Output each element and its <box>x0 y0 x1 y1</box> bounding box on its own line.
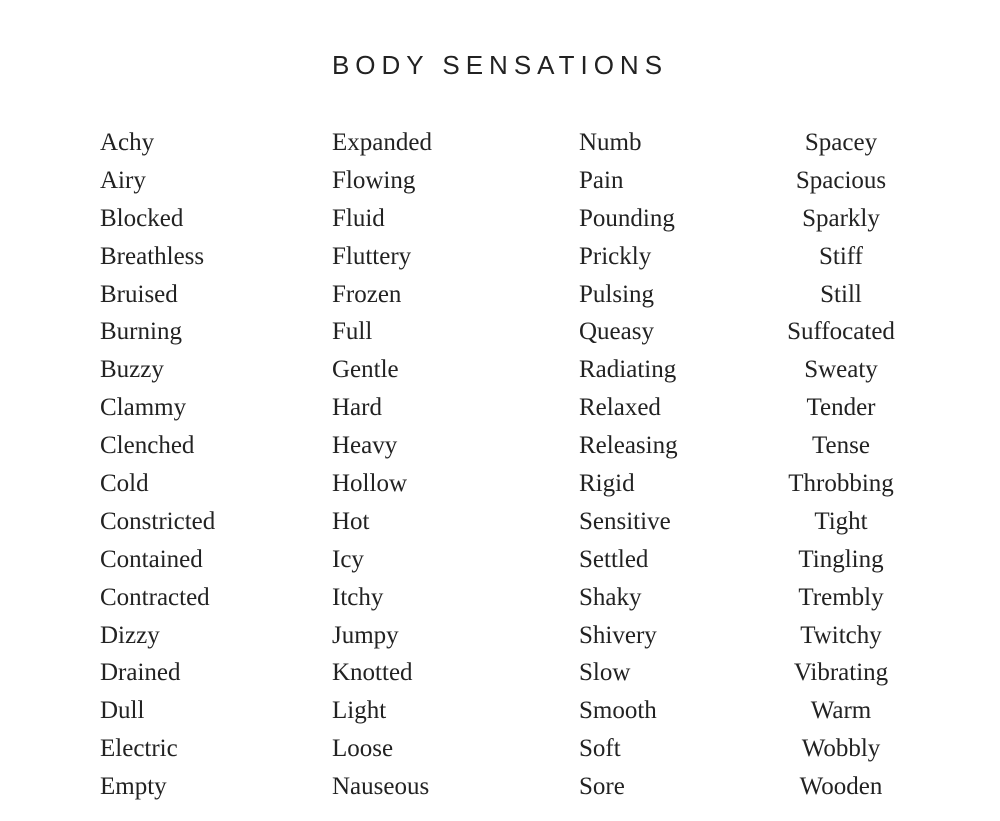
sensation-word: Shivery <box>579 621 657 649</box>
sensation-word: Loose <box>332 735 394 763</box>
sensation-word: Airy <box>100 166 146 194</box>
sensation-word: Clenched <box>100 432 195 460</box>
sensation-word: Queasy <box>579 318 654 346</box>
sensation-word: Trembly <box>798 583 884 611</box>
sensation-word: Radiating <box>579 356 677 384</box>
sensation-word: Fluid <box>332 204 385 232</box>
sensation-word: Gentle <box>332 356 399 384</box>
sensation-word: Dizzy <box>100 621 160 649</box>
sensation-word: Twitchy <box>800 621 882 649</box>
sensation-word: Constricted <box>100 507 216 535</box>
sensation-word: Spacious <box>795 166 887 194</box>
sensation-word: Releasing <box>579 432 678 460</box>
sensation-word: Bruised <box>100 280 178 308</box>
sensation-word: Settled <box>579 545 649 573</box>
sensation-word: Jumpy <box>332 621 399 649</box>
sensation-word: Contracted <box>100 583 210 611</box>
page-title: BODY SENSATIONS <box>331 50 669 80</box>
word-column-1 <box>100 124 215 806</box>
sensation-word: Pulsing <box>579 280 655 308</box>
sensation-word: Hot <box>332 507 370 535</box>
sensation-word: Nauseous <box>332 773 430 801</box>
sensation-word: Blocked <box>100 204 184 232</box>
sensation-word: Spacey <box>804 129 878 156</box>
sensation-word: Stiff <box>819 242 863 270</box>
sensation-word: Throbbing <box>788 470 894 498</box>
sensation-word: Cold <box>100 470 149 498</box>
sensation-word: Pain <box>579 166 624 194</box>
sensation-word: Icy <box>332 545 364 573</box>
sensation-word: Rigid <box>579 470 635 498</box>
sensation-word: Hollow <box>332 470 407 498</box>
sensation-word: Relaxed <box>579 394 661 422</box>
sensation-word: Contained <box>100 545 203 573</box>
sensation-word: Itchy <box>332 583 384 611</box>
sensation-word: Wooden <box>799 773 883 801</box>
sensation-word: Tight <box>814 507 868 535</box>
sensation-word: Warm <box>810 697 872 725</box>
sensation-word: Suffocated <box>787 318 895 346</box>
sensation-word: Soft <box>579 735 621 763</box>
sensation-word: Knotted <box>332 659 413 687</box>
sensation-word: Sweaty <box>804 356 878 384</box>
sensation-word: Tingling <box>798 545 884 573</box>
sensation-word: Flowing <box>332 166 416 194</box>
sensation-word: Heavy <box>332 432 398 460</box>
sensation-word: Hard <box>332 394 382 422</box>
sensation-word: Vibrating <box>793 659 889 687</box>
sensation-word: Pounding <box>579 204 675 232</box>
sensation-word: Sensitive <box>579 507 671 535</box>
sensation-word: Tense <box>812 432 870 460</box>
sensation-word: Light <box>332 697 387 725</box>
sensation-word: Buzzy <box>100 356 164 384</box>
word-column-4 <box>766 124 916 806</box>
sensation-word: Tender <box>806 394 876 422</box>
sensation-word: Clammy <box>100 394 187 422</box>
sensation-word: Dull <box>100 697 145 725</box>
sensation-word: Still <box>820 280 862 308</box>
sensation-word: Sore <box>579 773 625 801</box>
sensation-word: Expanded <box>332 129 432 156</box>
sensation-word: Full <box>332 318 373 346</box>
sensation-word: Empty <box>100 773 167 801</box>
word-column-3 <box>579 124 678 806</box>
sensation-word: Prickly <box>579 242 652 270</box>
sensation-word: Electric <box>100 735 178 763</box>
sensation-word: Numb <box>579 129 642 156</box>
sensation-word: Sparkly <box>802 204 880 232</box>
sensation-word: Burning <box>100 318 182 346</box>
sensation-word: Breathless <box>100 242 205 270</box>
sensation-word: Fluttery <box>332 242 412 270</box>
sensation-word: Smooth <box>579 697 657 725</box>
word-column-2 <box>332 124 432 806</box>
sensation-word: Drained <box>100 659 181 687</box>
sensation-word: Shaky <box>579 583 642 611</box>
sensation-word: Wobbly <box>801 735 881 763</box>
sensation-word: Frozen <box>332 280 402 308</box>
sensation-word: Achy <box>100 129 155 156</box>
sensation-word: Slow <box>579 659 631 687</box>
